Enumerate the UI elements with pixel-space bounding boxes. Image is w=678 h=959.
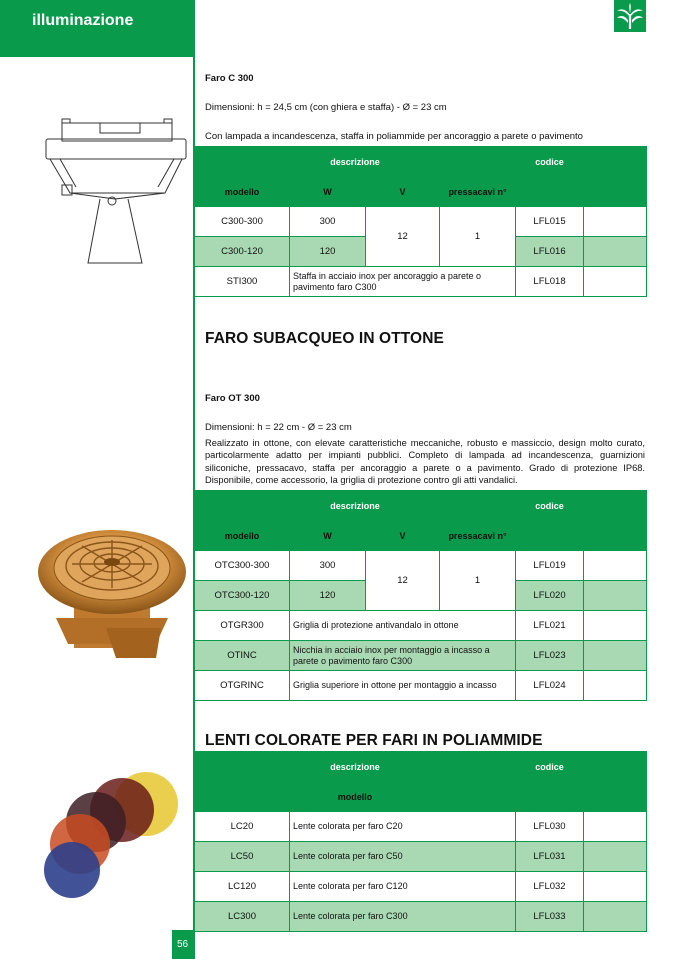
cell-descrizione: Nicchia in acciaio inox per montaggio a incasso a parete o pavimento faro C300 (290, 641, 516, 671)
cell-w: 120 (290, 581, 366, 611)
cell-descrizione: Lente colorata per faro C120 (290, 872, 516, 902)
cell-codice: LFL030 (516, 812, 584, 842)
cell-modello: LC50 (195, 842, 290, 872)
cell-modello: STI300 (195, 267, 290, 297)
col-modello: modello (195, 782, 516, 812)
cell-modello: LC20 (195, 812, 290, 842)
cell-codice: LFL032 (516, 872, 584, 902)
header-empty (584, 491, 647, 521)
cell-empty (584, 641, 647, 671)
cell-codice: LFL019 (516, 551, 584, 581)
col-modello: modello (195, 521, 290, 551)
section-title: illuminazione (32, 12, 134, 29)
lenti-table (194, 751, 647, 932)
cell-codice: LFL031 (516, 842, 584, 872)
table-row (195, 671, 647, 701)
faro-c300-table (194, 146, 647, 297)
section-header (0, 0, 193, 57)
section-heading: FARO SUBACQUEO IN OTTONE (205, 330, 444, 347)
product-dimensions: Dimensioni: h = 22 cm - Ø = 23 cm (205, 422, 352, 433)
cell-modello: C300-120 (195, 237, 290, 267)
cell-empty (584, 237, 647, 267)
cell-empty (584, 611, 647, 641)
page-number: 56 (172, 930, 193, 959)
cell-modello: OTINC (195, 641, 290, 671)
product-note: Con lampada a incandescenza, staffa in poliammide per ancoraggio a parete o pavimento (205, 131, 583, 142)
cell-empty (584, 267, 647, 297)
product-title: Faro C 300 (205, 73, 254, 84)
product-description: Realizzato in ottone, con elevate caratteristiche meccaniche, robusto e massiccio, design molto curato, particolarmente adatto per impianti pubblici. Completo di lampada ad incandescenza, guarnizioni siliconiche, pressacavo, staffa per ancoraggio a parete o a pavimento. Grado di protezione IP68. Disponibile, come accessorio, la griglia di protezione contro gli atti vandalici. (205, 438, 645, 485)
cell-modello: OTGR300 (195, 611, 290, 641)
cell-descrizione: Staffa in acciaio inox per ancoraggio a parete o pavimento faro C300 (290, 267, 516, 297)
leaf-logo-icon (614, 0, 646, 32)
cell-empty (584, 842, 647, 872)
col-pressacavi: pressacavi n° (440, 177, 516, 207)
faro-ot300-photo (36, 518, 188, 668)
cell-codice: LFL023 (516, 641, 584, 671)
col-codice (516, 177, 584, 207)
cell-codice: LFL016 (516, 237, 584, 267)
table-row (195, 641, 647, 671)
header-codice: codice (516, 491, 584, 521)
col-w: W (290, 521, 366, 551)
table-row (195, 842, 647, 872)
header-descrizione: descrizione (195, 752, 516, 782)
cell-descrizione: Griglia di protezione antivandalo in ottone (290, 611, 516, 641)
cell-modello: LC300 (195, 902, 290, 932)
cell-pressacavi: 1 (440, 551, 516, 611)
col-v: V (366, 177, 440, 207)
cell-modello: OTGRINC (195, 671, 290, 701)
col-codice (516, 782, 584, 812)
cell-codice: LFL024 (516, 671, 584, 701)
cell-descrizione: Lente colorata per faro C50 (290, 842, 516, 872)
cell-w: 300 (290, 551, 366, 581)
cell-descrizione: Lente colorata per faro C300 (290, 902, 516, 932)
cell-empty (584, 671, 647, 701)
col-empty (584, 521, 647, 551)
header-codice: codice (516, 752, 584, 782)
header-empty (584, 147, 647, 177)
cell-descrizione: Griglia superiore in ottone per montaggio a incasso (290, 671, 516, 701)
cell-empty (584, 902, 647, 932)
cell-modello: OTC300-300 (195, 551, 290, 581)
table-row (195, 812, 647, 842)
section-heading: LENTI COLORATE PER FARI IN POLIAMMIDE (205, 732, 543, 749)
col-codice (516, 521, 584, 551)
product-title: Faro OT 300 (205, 393, 260, 404)
cell-modello: OTC300-120 (195, 581, 290, 611)
cell-v: 12 (366, 207, 440, 267)
col-w: W (290, 177, 366, 207)
col-modello: modello (195, 177, 290, 207)
header-descrizione: descrizione (195, 491, 516, 521)
col-v: V (366, 521, 440, 551)
table-row (195, 207, 647, 237)
faro-ot300-table (194, 490, 647, 701)
brand-logo (614, 0, 646, 32)
cell-v: 12 (366, 551, 440, 611)
col-empty (584, 782, 647, 812)
cell-descrizione: Lente colorata per faro C20 (290, 812, 516, 842)
cell-codice: LFL033 (516, 902, 584, 932)
cell-codice: LFL020 (516, 581, 584, 611)
table-row (195, 902, 647, 932)
product-dimensions: Dimensioni: h = 24,5 cm (con ghiera e staffa) - Ø = 23 cm (205, 102, 447, 113)
header-descrizione: descrizione (195, 147, 516, 177)
cell-empty (584, 812, 647, 842)
cell-w: 300 (290, 207, 366, 237)
cell-empty (584, 581, 647, 611)
col-pressacavi: pressacavi n° (440, 521, 516, 551)
table-row (195, 872, 647, 902)
cell-codice: LFL015 (516, 207, 584, 237)
cell-empty (584, 872, 647, 902)
cell-codice: LFL021 (516, 611, 584, 641)
header-empty (584, 752, 647, 782)
table-row (195, 551, 647, 581)
faro-c300-drawing (40, 115, 190, 270)
cell-w: 120 (290, 237, 366, 267)
colored-lenses-photo (36, 770, 186, 900)
cell-modello: LC120 (195, 872, 290, 902)
cell-empty (584, 551, 647, 581)
header-codice: codice (516, 147, 584, 177)
cell-modello: C300-300 (195, 207, 290, 237)
col-empty (584, 177, 647, 207)
table-row (195, 611, 647, 641)
cell-empty (584, 207, 647, 237)
cell-codice: LFL018 (516, 267, 584, 297)
table-row (195, 267, 647, 297)
cell-pressacavi: 1 (440, 207, 516, 267)
